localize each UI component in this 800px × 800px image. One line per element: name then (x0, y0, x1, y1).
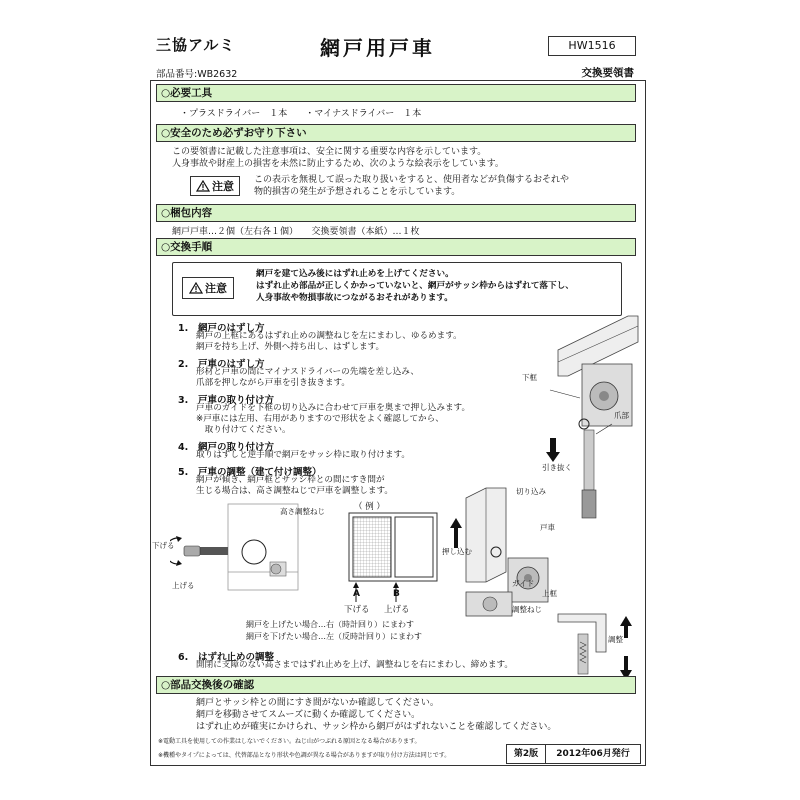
brand-logo: 三協アルミ (156, 36, 236, 54)
instruction-sheet (150, 22, 646, 766)
roller-replacement-diagram (446, 312, 642, 682)
step-3-body-2: ※戸車には左用、右用がありますので形状をよく確認してから、 (196, 414, 444, 424)
step-6-title: 6. はずれ止めの調整 (178, 652, 275, 663)
document-type: 交換要領書 (581, 67, 634, 79)
caution-badge (190, 176, 240, 196)
edition-badge: 第2版 (506, 744, 546, 764)
point-b-label: B (393, 589, 400, 599)
step-1-body-1: 網戸の上框にあるはずれ止めの調整ねじを左にまわし、ゆるめます。 (196, 331, 462, 341)
lower-frame-label: 下框 (522, 373, 537, 382)
warning-triangle-icon (189, 282, 203, 294)
raise-note: 網戸を上げたい場合…右（時計回り）にまわす (246, 620, 414, 629)
part-number: 部品番号:WB2632 (156, 69, 238, 80)
step-2-body-1: 形材と戸車の間にマイナスドライバーの先端を差し込み、 (196, 367, 420, 377)
step-4-title: 4. 網戸の取り付け方 (178, 442, 275, 453)
footer-note-1: ※電動工具を使用しての作業はしないでください。ねじ山がつぶれる原因となる場合があります。 (158, 738, 421, 745)
warning-line-3: 人身事故や物損事故につながるおそれがあります。 (256, 293, 453, 303)
section-check-header: ○部品交換後の確認 (156, 676, 636, 694)
b-raise-label: 上げる (384, 605, 410, 615)
caution-badge-label: 注意 (212, 180, 234, 193)
section-tools-header: ○必要工具 (156, 84, 636, 102)
step-1-body-2: 網戸を持ち上げ、外側へ持ち出し、はずします。 (196, 342, 385, 352)
step-3-body-3: 取り付けてください。 (196, 425, 291, 435)
warning-line-2: はずれ止め部品が正しくかかっていないと、網戸がサッシ枠からはずれて落下し、 (256, 281, 574, 291)
lower-label: 下げる (152, 541, 175, 550)
step-2-title: 2. 戸車のはずし方 (178, 359, 265, 370)
step-5-title: 5. 戸車の調整（建て付け調整） (178, 467, 322, 478)
section-procedure-header: ○交換手順 (156, 238, 636, 256)
safety-line-2: 人身事故や財産上の損害を未然に防止するため、次のような絵表示をしています。 (172, 159, 504, 169)
warning-line-1: 網戸を建て込み後にはずれ止めを上げてください。 (256, 269, 454, 279)
step-5-body-2: 生じる場合は、高さ調整ねじで戸車を調整します。 (196, 486, 393, 496)
a-lower-label: 下げる (344, 605, 370, 615)
section-safety-header: ○安全のため必ずお守り下さい (156, 124, 636, 142)
step-4-body-1: 取りはずしと逆手順で網戸をサッシ枠に取り付けます。 (196, 450, 410, 460)
check-line-1: 網戸とサッシ枠との間にすき間がないか確認してください。 (196, 698, 439, 708)
step-3-body-1: 戸車のガイドを下框の切り込みに合わせて戸車を奥まで押し込みます。 (196, 403, 471, 413)
lower-note: 網戸を下げたい場合…左（反時計回り）にまわす (246, 632, 422, 641)
example-label: （ 例 ） (354, 502, 385, 512)
window-example-diagram (348, 512, 438, 582)
warning-caution-badge (182, 277, 234, 299)
guide-label: ガイド (512, 579, 535, 588)
check-line-3: はずれ止めが確実にかけられ、サッシ枠から網戸がはずれないことを確認してください。 (196, 722, 557, 732)
warning-caution-label: 注意 (205, 282, 227, 295)
step-2-body-2: 爪部を押しながら戸車を引き抜きます。 (196, 378, 351, 388)
adjust-label: 調整 (608, 635, 623, 644)
footer-note-2: ※機種やタイプによっては、代替部品となり形状や色調が異なる場合がありますが取り付け方法は同じです。 (158, 752, 451, 759)
upper-frame-label: 上框 (542, 589, 557, 598)
tools-text: ・プラスドライバー １本 ・マイナスドライバー １本 (180, 109, 422, 119)
safety-line-1: この要領書に記載した注意事項は、安全に関する重要な内容を示しています。 (172, 147, 487, 157)
step-5-body-1: 網戸が傾き、網戸框とサッシ枠との間にすき間が (196, 475, 385, 485)
claw-label: 爪部 (614, 411, 629, 420)
height-screw-label: 高さ調整ねじ (280, 507, 325, 516)
step-1-title: 1. 網戸のはずし方 (178, 323, 265, 334)
adjust-screw-label: 調整ねじ (512, 605, 542, 614)
contents-text: 網戸戸車…２個（左右各１個） 交換要領書（本紙）…１枚 (172, 227, 420, 237)
step-3-title: 3. 戸車の取り付け方 (178, 395, 275, 406)
roller-label: 戸車 (540, 523, 555, 532)
warning-triangle-icon (196, 180, 210, 192)
caution-description-1: この表示を無視して誤った取り扱いをすると、使用者などが負傷するおそれや (254, 175, 570, 185)
issue-date: 2012年06月発行 (545, 744, 641, 764)
check-line-2: 網戸を移動させてスムーズに動くか確認してください。 (196, 710, 421, 720)
caution-description-2: 物的損害の発生が予想されることを示しています。 (254, 187, 461, 197)
push-in-label: 押し込む (442, 547, 472, 556)
step-6-body-1: 開閉に支障のない高さまではずれ止めを上げ、調整ねじを右にまわし、締めます。 (196, 660, 513, 670)
notch-label: 切り込み (516, 487, 546, 496)
raise-label: 上げる (172, 581, 195, 590)
point-a-label: A (353, 589, 360, 599)
model-number: HW1516 (548, 36, 636, 56)
page-title: 網戸用戸車 (320, 36, 435, 60)
section-contents-header: ○梱包内容 (156, 204, 636, 222)
pull-out-label: 引き抜く (542, 463, 572, 472)
